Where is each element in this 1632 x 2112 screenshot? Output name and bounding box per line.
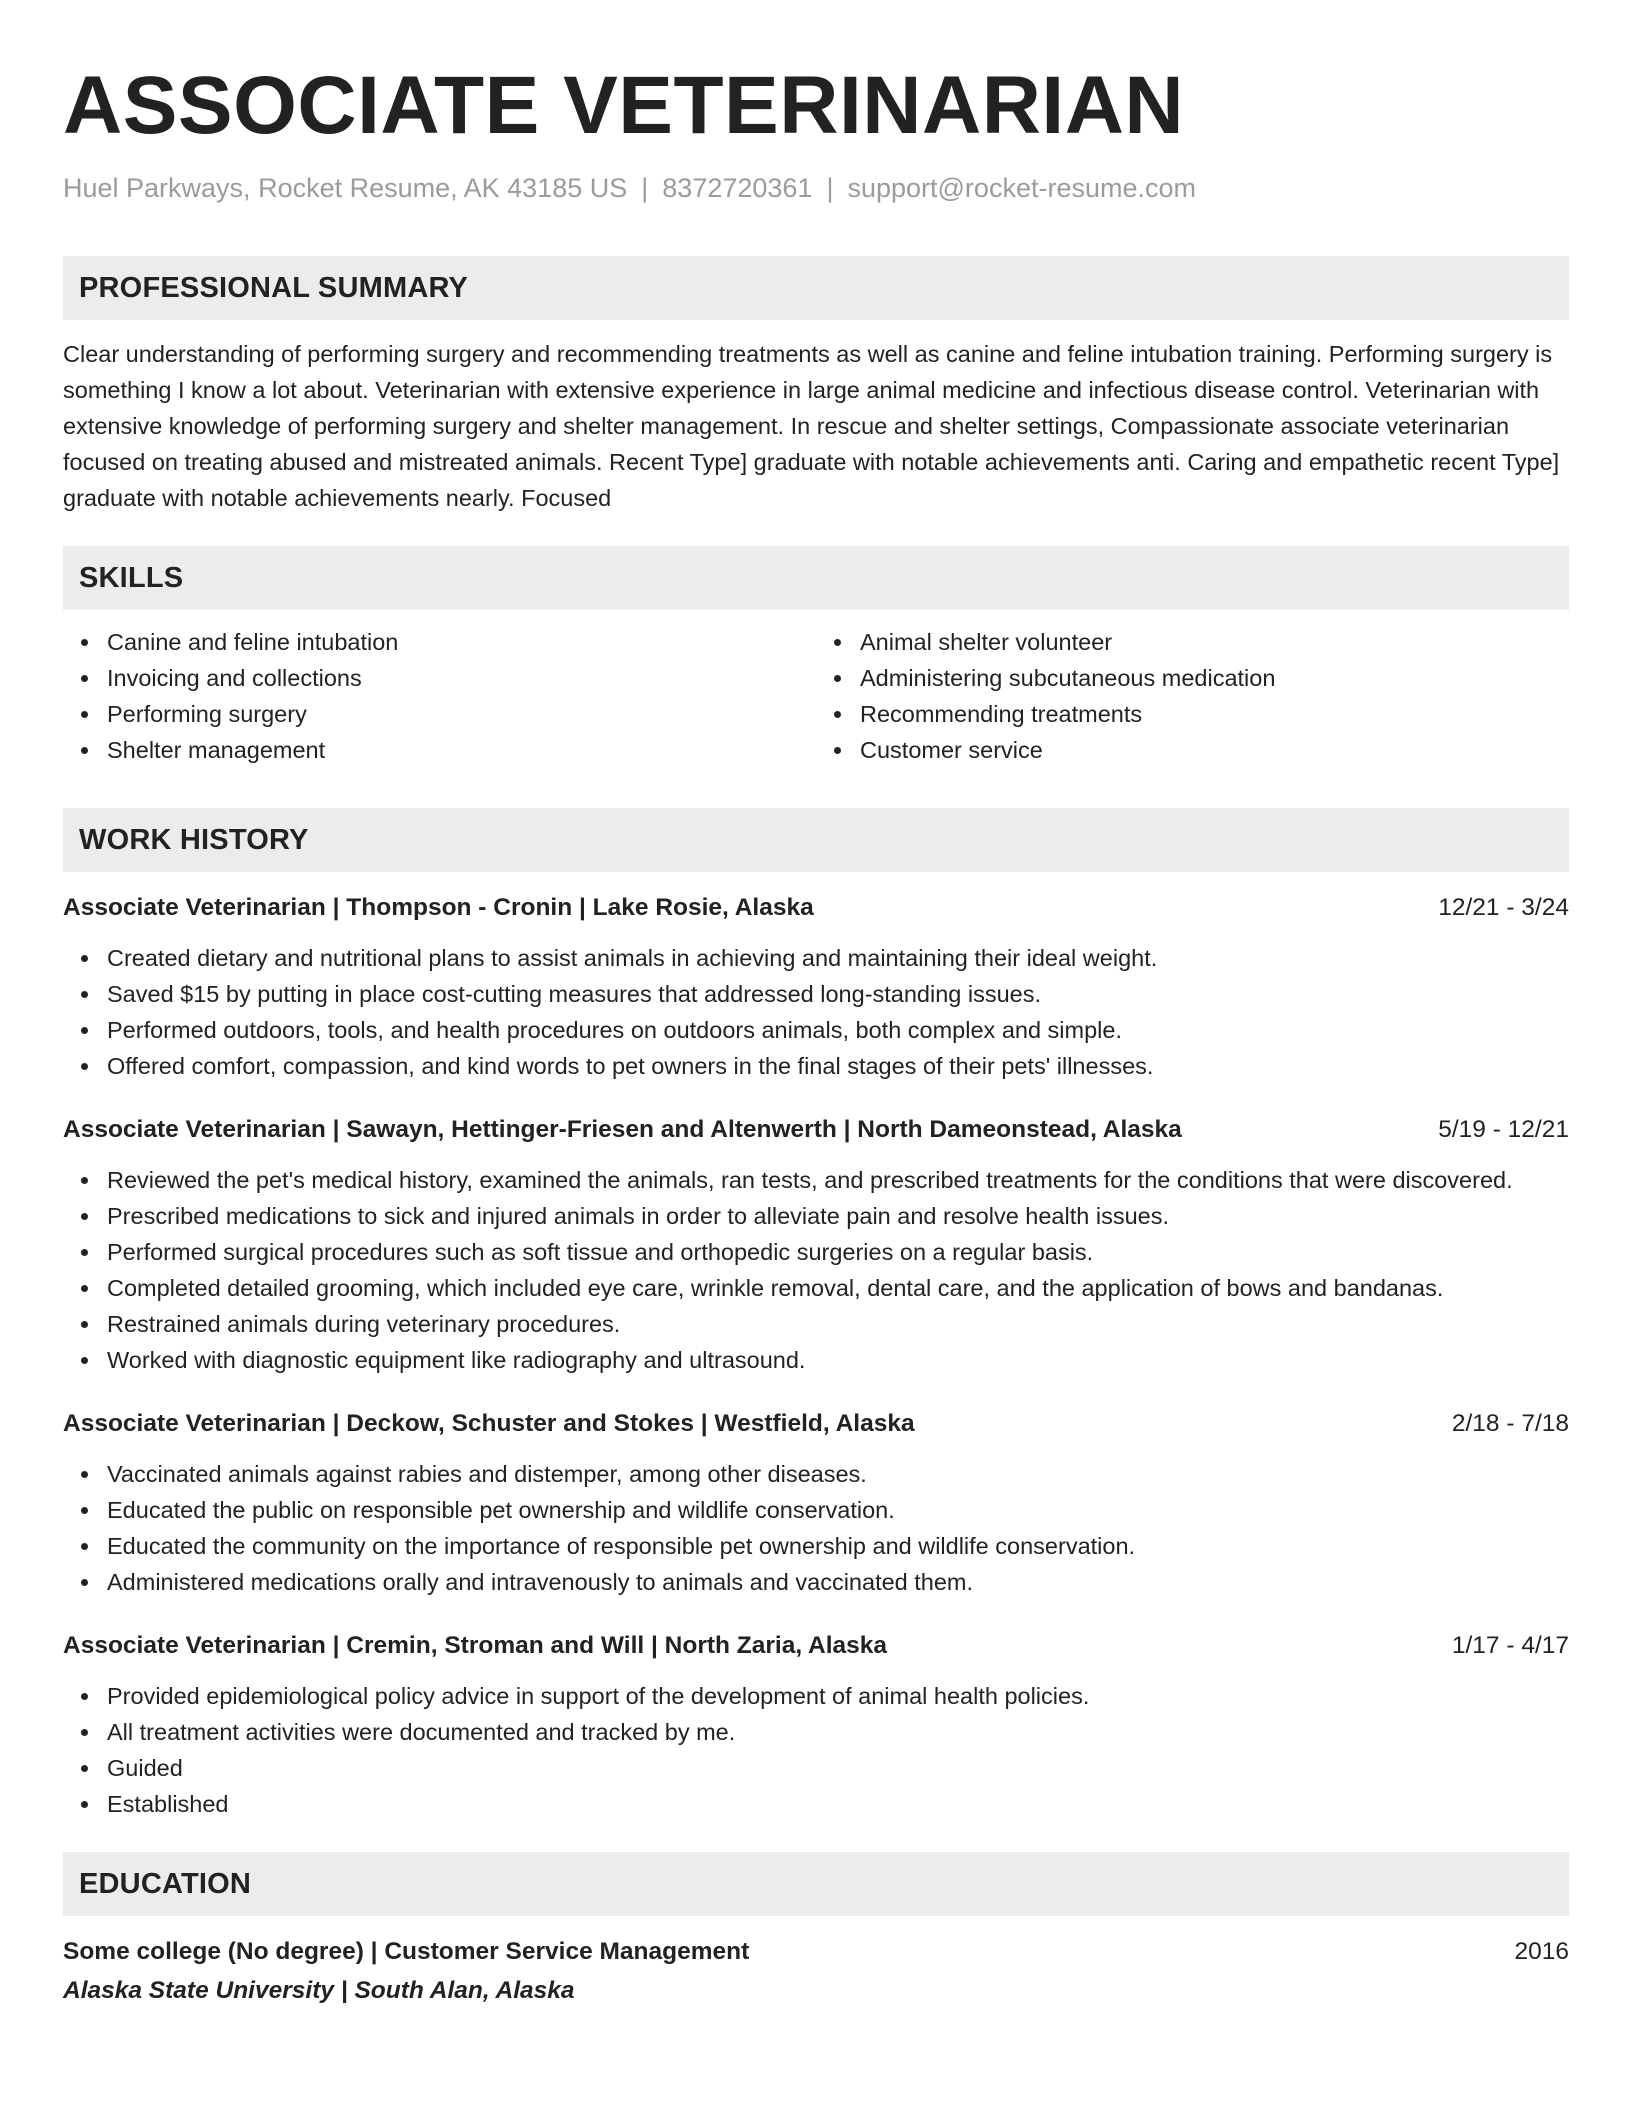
skill-item: Shelter management: [107, 732, 816, 768]
job-bullet: Provided epidemiological policy advice in support of the development of animal health policies.: [107, 1678, 1569, 1714]
summary-text: Clear understanding of performing surgery and recommending treatments as well as canine and feline intubation training. Performing surgery is something I know a lot about. Veterinarian with extensive experience in large animal medicine and infectious disease control. Veterinarian with extensive knowledge of performing surgery and shelter management. In rescue and shelter settings, Compassionate associate veterinarian focused on treating abused and mistreated animals. Recent Type] graduate with notable achievements anti. Caring and empathetic recent Type] graduate with notable achievements nearly. Focused: [63, 341, 1560, 512]
job-dates: 12/21 - 3/24: [1438, 894, 1569, 922]
job-entry: [63, 1112, 1569, 1378]
job-bullet: Saved $15 by putting in place cost-cutting measures that addressed long-standing issues.: [107, 976, 1569, 1012]
job-dates: 5/19 - 12/21: [1438, 1116, 1569, 1144]
job-title: Associate Veterinarian | Sawayn, Hettinger-Friesen and Altenwerth | North Dameonstead, Alaska: [63, 1116, 1182, 1144]
job-heading-row: [63, 890, 1569, 926]
job-title: Associate Veterinarian | Thompson - Cronin | Lake Rosie, Alaska: [63, 894, 814, 922]
job-bullet: Prescribed medications to sick and injured animals in order to alleviate pain and resolve health issues.: [107, 1198, 1569, 1234]
job-dates: 2/18 - 7/18: [1451, 1410, 1569, 1438]
education-year: 2016: [1514, 1938, 1569, 1966]
job-entry: [63, 1628, 1569, 1822]
candidate-name: ASSOCIATE VETERINARIAN: [63, 60, 1185, 151]
job-title: Associate Veterinarian | Deckow, Schuster and Stokes | Westfield, Alaska: [63, 1410, 915, 1438]
job-bullet: Vaccinated animals against rabies and distemper, among other diseases.: [107, 1456, 1569, 1492]
skills-column-right: [816, 624, 1569, 768]
job-bullets: [63, 1456, 1569, 1600]
job-bullets: [63, 1162, 1569, 1378]
job-bullet: Educated the community on the importance of responsible pet ownership and wildlife conservation.: [107, 1528, 1569, 1564]
skill-item: Animal shelter volunteer: [860, 624, 1569, 660]
skills-list: [63, 624, 1569, 768]
job-heading-row: [63, 1406, 1569, 1442]
job-heading-row: [63, 1112, 1569, 1148]
education-entry: [63, 1934, 1569, 2009]
contact-separator: |: [826, 173, 834, 203]
job-bullet: All treatment activities were documented and tracked by me.: [107, 1714, 1569, 1750]
skill-item: Recommending treatments: [860, 696, 1569, 732]
job-entry: [63, 1406, 1569, 1600]
job-bullet: Completed detailed grooming, which included eye care, wrinkle removal, dental care, and the application of bows and bandanas.: [107, 1270, 1569, 1306]
contact-phone: 8372720361: [662, 173, 813, 203]
contact-address: Huel Parkways, Rocket Resume, AK 43185 US: [63, 173, 628, 203]
contact-line: [63, 172, 1569, 204]
section-header-education: EDUCATION: [63, 1852, 1569, 1916]
job-bullets: [63, 940, 1569, 1084]
job-bullet: Administered medications orally and intravenously to animals and vaccinated them.: [107, 1564, 1569, 1600]
job-heading-row: [63, 1628, 1569, 1664]
job-bullet: Created dietary and nutritional plans to assist animals in achieving and maintaining their ideal weight.: [107, 940, 1569, 976]
section-header-summary: PROFESSIONAL SUMMARY: [63, 256, 1569, 320]
skill-item: Invoicing and collections: [107, 660, 816, 696]
skill-item: Canine and feline intubation: [107, 624, 816, 660]
job-bullet: Reviewed the pet's medical history, examined the animals, ran tests, and prescribed treatments for the conditions that were discovered.: [107, 1162, 1569, 1198]
education-heading-row: [63, 1934, 1569, 1970]
skill-item: Customer service: [860, 732, 1569, 768]
job-entry: [63, 890, 1569, 1084]
job-title: Associate Veterinarian | Cremin, Stroman and Will | North Zaria, Alaska: [63, 1632, 888, 1660]
section-header-work: WORK HISTORY: [63, 808, 1569, 872]
job-bullet: Offered comfort, compassion, and kind words to pet owners in the final stages of their pets' illnesses.: [107, 1048, 1569, 1084]
job-bullet: Restrained animals during veterinary procedures.: [107, 1306, 1569, 1342]
contact-email: support@rocket-resume.com: [847, 173, 1196, 203]
skill-item: Administering subcutaneous medication: [860, 660, 1569, 696]
job-bullet: Worked with diagnostic equipment like radiography and ultrasound.: [107, 1342, 1569, 1378]
education-school: Alaska State University | South Alan, Alaska: [63, 1977, 575, 2005]
education-degree: Some college (No degree) | Customer Service Management: [63, 1938, 750, 1966]
job-bullet: Performed surgical procedures such as soft tissue and orthopedic surgeries on a regular basis.: [107, 1234, 1569, 1270]
job-bullet: Performed outdoors, tools, and health procedures on outdoors animals, both complex and simple.: [107, 1012, 1569, 1048]
job-bullet: Established: [107, 1786, 1569, 1822]
section-header-skills: SKILLS: [63, 546, 1569, 610]
job-bullets: [63, 1678, 1569, 1822]
skill-item: Performing surgery: [107, 696, 816, 732]
contact-separator: |: [641, 173, 649, 203]
skills-column-left: [63, 624, 816, 768]
job-bullet: Guided: [107, 1750, 1569, 1786]
job-dates: 1/17 - 4/17: [1451, 1632, 1569, 1660]
job-bullet: Educated the public on responsible pet ownership and wildlife conservation.: [107, 1492, 1569, 1528]
